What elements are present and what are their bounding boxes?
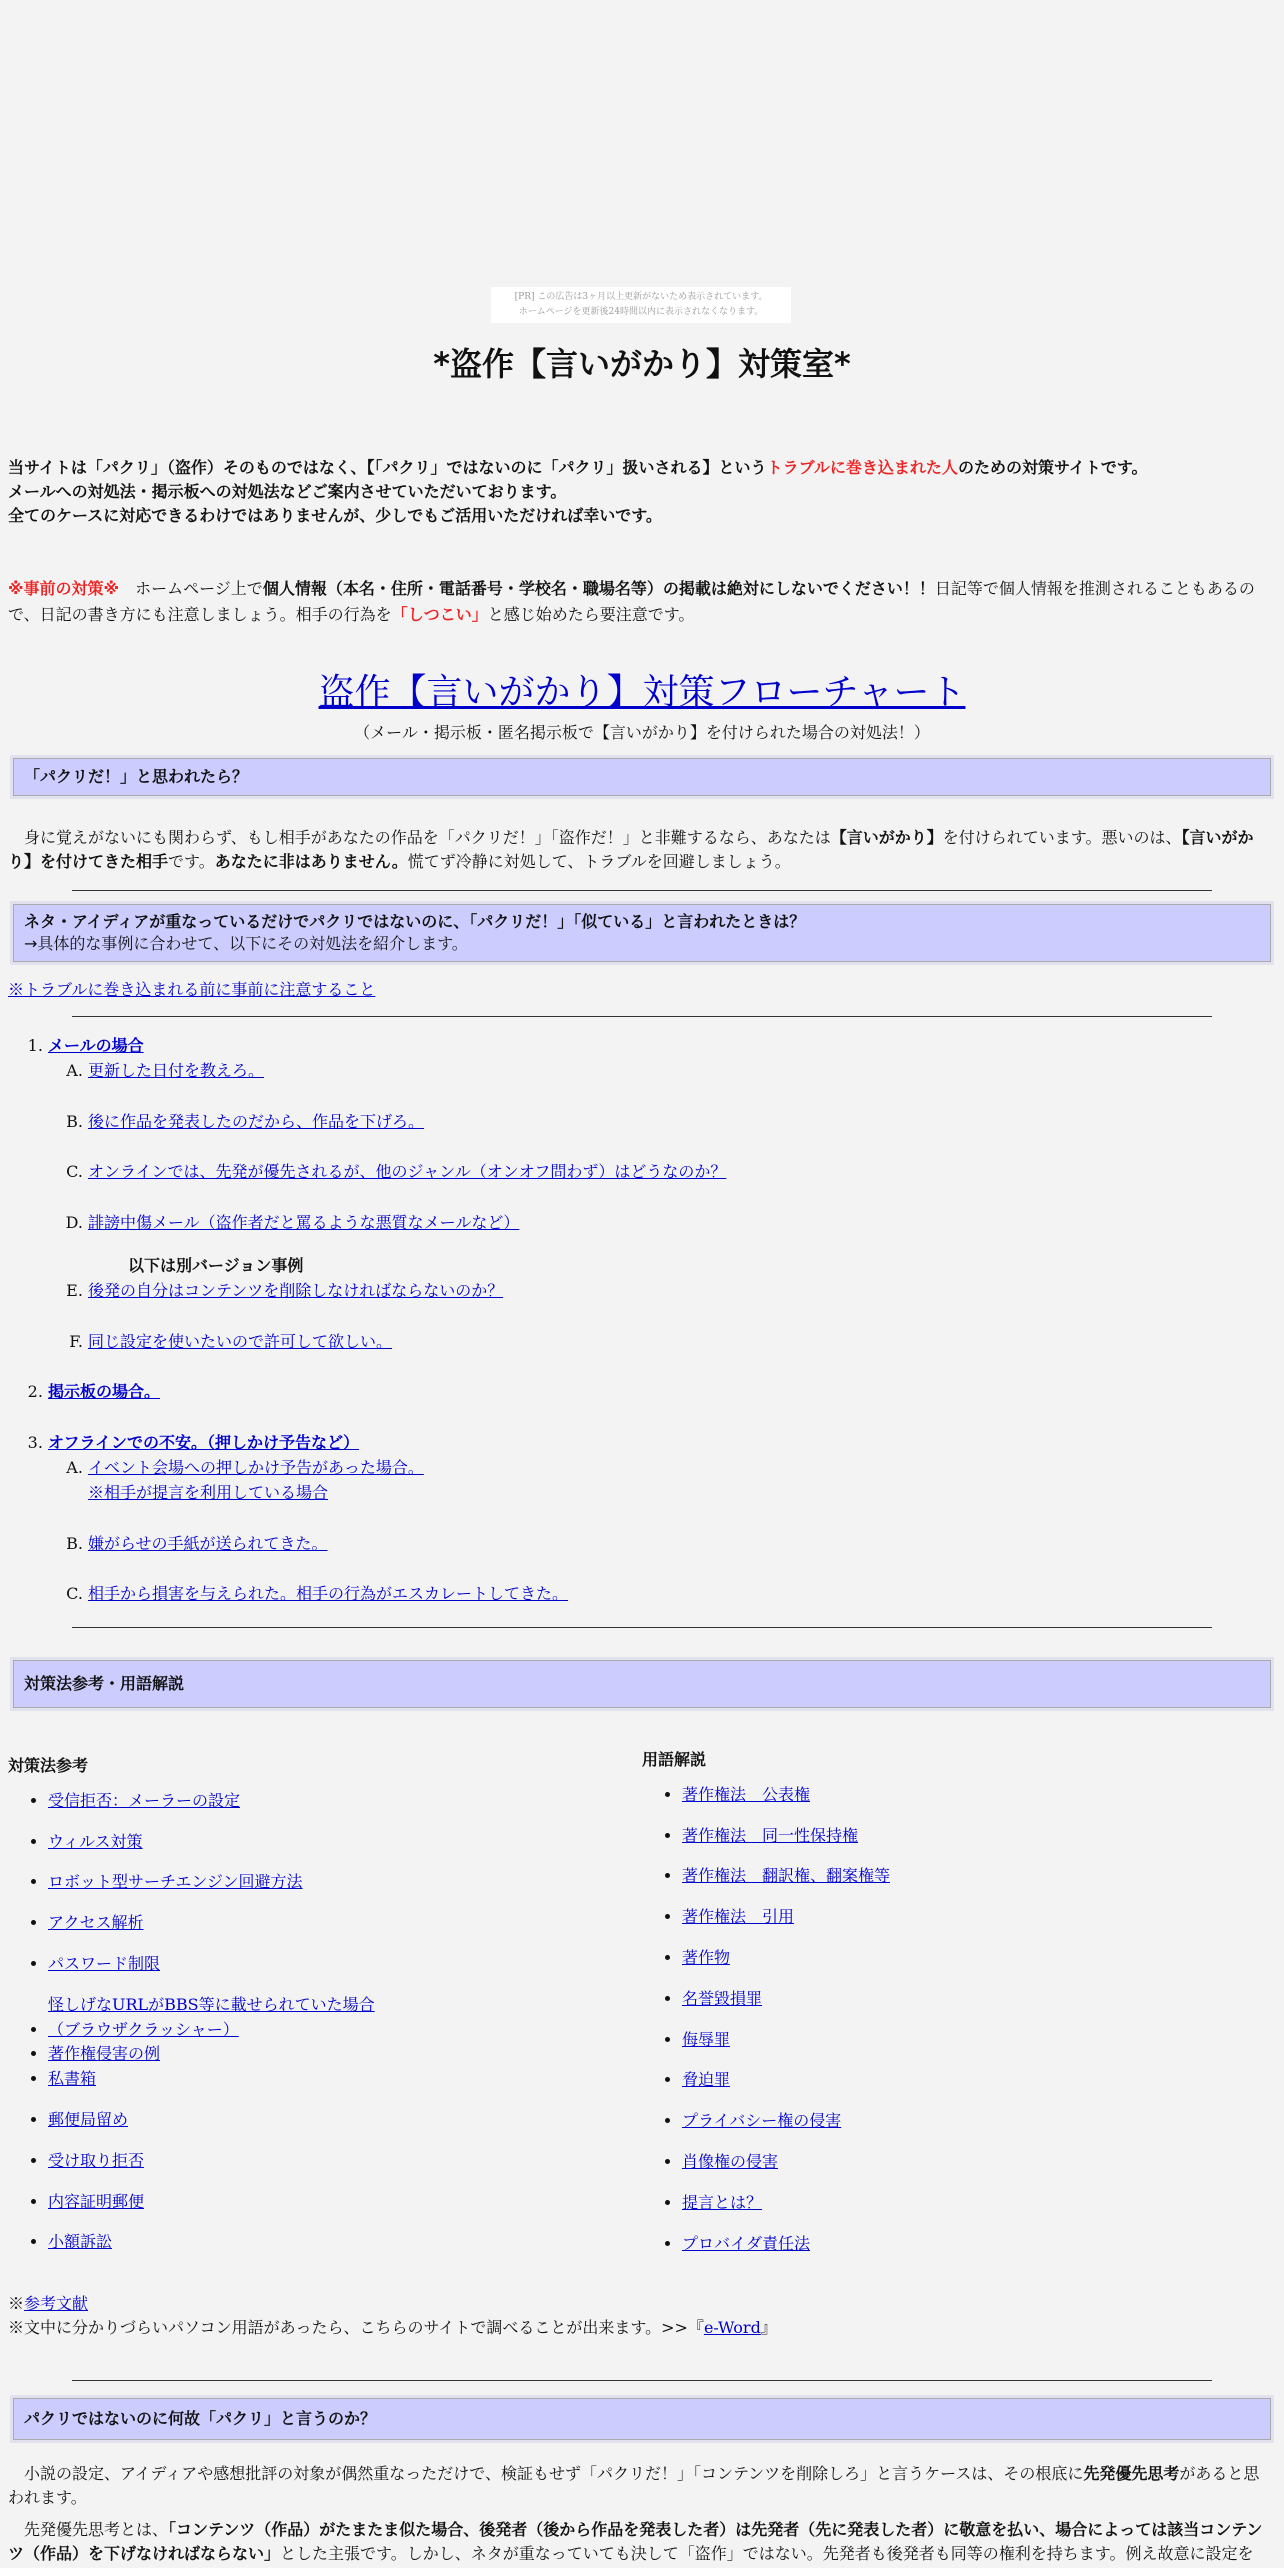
divider	[72, 890, 1212, 891]
caution-text-b: 日記等で個人情報を推測されることもあるので、日記の書き方にも注意しましょう。相手の行為を	[8, 579, 1255, 624]
case-offline	[48, 1431, 1274, 1607]
s4-p2-c: とした主張です。しかし、ネタが重なっていても決して「盗作」ではない。先発者も後発者も同等の権利を持ちます。例え故意に設定を	[280, 2544, 1254, 2563]
caution-label: ※事前の対策※	[8, 579, 120, 598]
flowchart-subtitle: （メール・掲示板・匿名掲示板で【言いがかり】を付けられた場合の対処法！）	[354, 722, 930, 742]
glossary-link[interactable]: 侮辱罪	[682, 2029, 731, 2049]
s4-p2-bold: 「コンテンツ（作品）がたまたま似た場合、後発者（後から作品を発表した者）は先発者（先に発表した者）に敬意を払い、場合によっては該当コンテンツ（作品）を下げなければならない」	[8, 2520, 1263, 2563]
s1-text-e: 慌てず冷静に対処して、トラブルを回避しましょう。	[407, 852, 791, 871]
s1-bold-3: あなたに非はありません。	[214, 852, 408, 871]
ad-banner[interactable]	[491, 287, 791, 323]
caution-text	[8, 576, 1276, 628]
s1-text-d: です。	[168, 852, 215, 871]
mail-case-b-link[interactable]: 後に作品を発表したのだから、作品を下げろ。	[88, 1111, 425, 1131]
flowchart-link[interactable]: 盗作【言いがかり】対策フローチャート	[318, 672, 966, 713]
ref-link[interactable]: 小額訴訟	[48, 2232, 113, 2252]
glossary-link[interactable]: 著作権法 同一性保持権	[682, 1825, 859, 1845]
caution-red: 「しつこい」	[391, 605, 488, 624]
section-1	[13, 758, 1271, 796]
mail-case-e-link[interactable]: 後発の自分はコンテンツを削除しなければならないのか？	[88, 1280, 504, 1300]
mail-case-a-link[interactable]: 更新した日付を教えろ。	[88, 1060, 265, 1080]
section-2-subtitle: →具体的な事例に合わせて、以下にその対処法を紹介します。	[24, 934, 468, 953]
mail-case-d-link[interactable]: 誹謗中傷メール（盗作者だと罵るような悪質なメールなど）	[88, 1213, 520, 1233]
divider	[72, 1627, 1212, 1628]
intro-line-3: 全てのケースに対応できるわけではありませんが、少しでもご活用いただければ幸いです。	[8, 506, 662, 525]
ref-link[interactable]: 内容証明郵便	[48, 2191, 145, 2211]
glossary-link[interactable]: 名誉毀損罪	[682, 1988, 763, 2008]
section-2-title: ネタ・アイディアが重なっているだけでパクリではないのに、「パクリだ！」「似ている」と言われたときは？	[24, 912, 806, 931]
countermeasure-title: 対策法参考	[8, 1756, 89, 1775]
top-spacer	[0, 0, 1284, 287]
ref-link[interactable]: 受信拒否：メーラーの設定	[48, 1790, 241, 1810]
ref-link[interactable]: 受け取り拒否	[48, 2150, 145, 2170]
ref-link[interactable]: 怪しげなURLがBBS等に載せられていた場合（ブラウザクラッシャー）	[48, 1994, 375, 2039]
mail-case-f-link[interactable]: 同じ設定を使いたいので許可して欲しい。	[88, 1331, 393, 1351]
refs-mark: ※	[8, 2294, 25, 2313]
offline-case-c-link[interactable]: 相手から損害を与えられた。相手の行為がエスカレートしてきた。	[88, 1584, 569, 1604]
s1-bold-1: 【言いがかり】	[830, 828, 943, 847]
section-4-body	[8, 2462, 1274, 2566]
countermeasure-column	[8, 1754, 628, 2271]
case-bbs	[48, 1380, 1274, 1405]
ad-line-1: [PR] この広告は3ヶ月以上更新がないため表示されています。	[514, 292, 768, 302]
section-4-header: パクリではないのに何故「パクリ」と言うのか？	[13, 2398, 1271, 2440]
case-list	[8, 1034, 1274, 1607]
case-bbs-link[interactable]: 掲示板の場合。	[48, 1382, 161, 1402]
s4-para-1	[8, 2462, 1274, 2510]
intro-line-2: メールへの対処法・掲示板への対処法などご案内させていただいております。	[8, 482, 567, 501]
pre-caution-link[interactable]: ※トラブルに巻き込まれる前に事前に注意すること	[8, 980, 376, 999]
divider	[72, 1016, 1212, 1017]
ref-link[interactable]: 著作権侵害の例	[48, 2044, 161, 2064]
glossary-link[interactable]: 提言とは？	[682, 2192, 763, 2212]
ref-link[interactable]: パスワード制限	[48, 1953, 161, 1973]
s4-p1-bold: 先発優先思考	[1083, 2464, 1180, 2483]
glossary-title: 用語解説	[642, 1750, 707, 1769]
s1-text-a: 身に覚えがないにも関わらず、もし相手があなたの作品を「パクリだ！」「盗作だ！」と非難するなら、あなたは	[8, 828, 831, 847]
s4-p1-c: があると思われます。	[8, 2464, 1260, 2507]
flowchart-block	[0, 665, 1284, 746]
ref-link[interactable]: 郵便局留め	[48, 2109, 129, 2129]
glossary-link[interactable]: 著作権法 翻訳権、翻案権等	[682, 1866, 891, 1886]
references	[8, 2292, 1274, 2340]
glossary-link[interactable]: プライバシー権の侵害	[682, 2111, 842, 2131]
refs-note: ※文中に分かりづらいパソコン用語があったら、こちらのサイトで調べることが出来ます。>>『	[8, 2318, 704, 2337]
ad-line-2: ホームページを更新後24時間以内に表示されなくなります。	[518, 307, 764, 317]
references-link[interactable]: 参考文献	[24, 2294, 89, 2313]
intro-highlight: トラブルに巻き込まれた人	[766, 458, 958, 477]
section-2	[13, 904, 1271, 962]
eword-link[interactable]: e-Word	[703, 2318, 761, 2337]
s4-p1-a: 小説の設定、アイディアや感想批評の対象が偶然重なっただけで、検証もせず「パクリだ！」「コンテンツを削除しろ」と言うケースは、その根底に	[8, 2464, 1084, 2483]
glossary-link[interactable]: 著作権法 公表権	[682, 1784, 811, 1804]
alt-version-heading: 以下は別バージョン事例	[128, 1255, 304, 1275]
case-offline-link[interactable]: オフラインでの不安。（押しかけ予告など）	[48, 1433, 360, 1453]
glossary-link[interactable]: 著作物	[682, 1947, 731, 1967]
section-1-paragraph	[8, 826, 1274, 874]
ref-link[interactable]: 私書箱	[48, 2069, 97, 2089]
section-3	[13, 1660, 1271, 1708]
s1-text-c: を付けられています。悪いのは、	[942, 828, 1182, 847]
glossary-link[interactable]: 肖像権の侵害	[682, 2151, 779, 2171]
caution-text-a: ホームページ上で	[119, 579, 263, 598]
mail-case-c-link[interactable]: オンラインでは、先発が優先されるが、他のジャンル（オンオフ問わず）はどうなのか？	[88, 1162, 727, 1182]
ref-link[interactable]: アクセス解析	[48, 1913, 144, 1933]
case-mail-link[interactable]: メールの場合	[48, 1036, 144, 1055]
ref-link[interactable]: ウィルス対策	[48, 1831, 143, 1851]
glossary-column	[642, 1748, 1262, 2272]
page-title: *盗作【言いがかり】対策室*	[433, 345, 851, 383]
refs-note-end: 』	[760, 2318, 777, 2337]
intro-line-1-b: のための対策サイトです。	[957, 458, 1148, 477]
caution-bold: 個人情報（本名・住所・電話番号・学校名・職場名等）の掲載は絶対にしないでください！！	[262, 579, 935, 598]
ref-link[interactable]: ロボット型サーチエンジン回避方法	[48, 1872, 303, 1892]
intro-text	[8, 456, 1276, 528]
case-mail	[48, 1034, 1274, 1354]
section-2-header	[13, 904, 1271, 962]
caution-text-c: と感じ始めたら要注意です。	[487, 605, 695, 624]
divider	[72, 2380, 1212, 2381]
section-4	[13, 2398, 1271, 2440]
s4-para-2	[8, 2518, 1274, 2566]
offline-case-a-extra-link[interactable]: ※相手が提言を利用している場合	[88, 1482, 329, 1502]
glossary-link[interactable]: 著作権法 引用	[682, 1907, 795, 1927]
glossary-link[interactable]: 脅迫罪	[682, 2070, 731, 2090]
s4-p2-a: 先発優先思考とは、	[8, 2520, 169, 2539]
offline-case-b-link[interactable]: 嫌がらせの手紙が送られてきた。	[88, 1533, 328, 1553]
intro-line-1	[8, 456, 1276, 480]
offline-case-a-link[interactable]: イベント会場への押しかけ予告があった場合。	[88, 1457, 424, 1477]
intro-line-1-a: 当サイトは「パクリ」（盗作）そのものではなく、【「パクリ」ではないのに「パクリ」扱いされる】という	[8, 458, 767, 477]
section-1-header: 「パクリだ！」と思われたら？	[13, 758, 1271, 796]
glossary-link[interactable]: プロバイダ責任法	[682, 2233, 811, 2253]
section-3-header: 対策法参考・用語解説	[13, 1660, 1271, 1708]
s1-bold-2: 【言いがかり】を付けてきた相手	[8, 828, 1254, 871]
